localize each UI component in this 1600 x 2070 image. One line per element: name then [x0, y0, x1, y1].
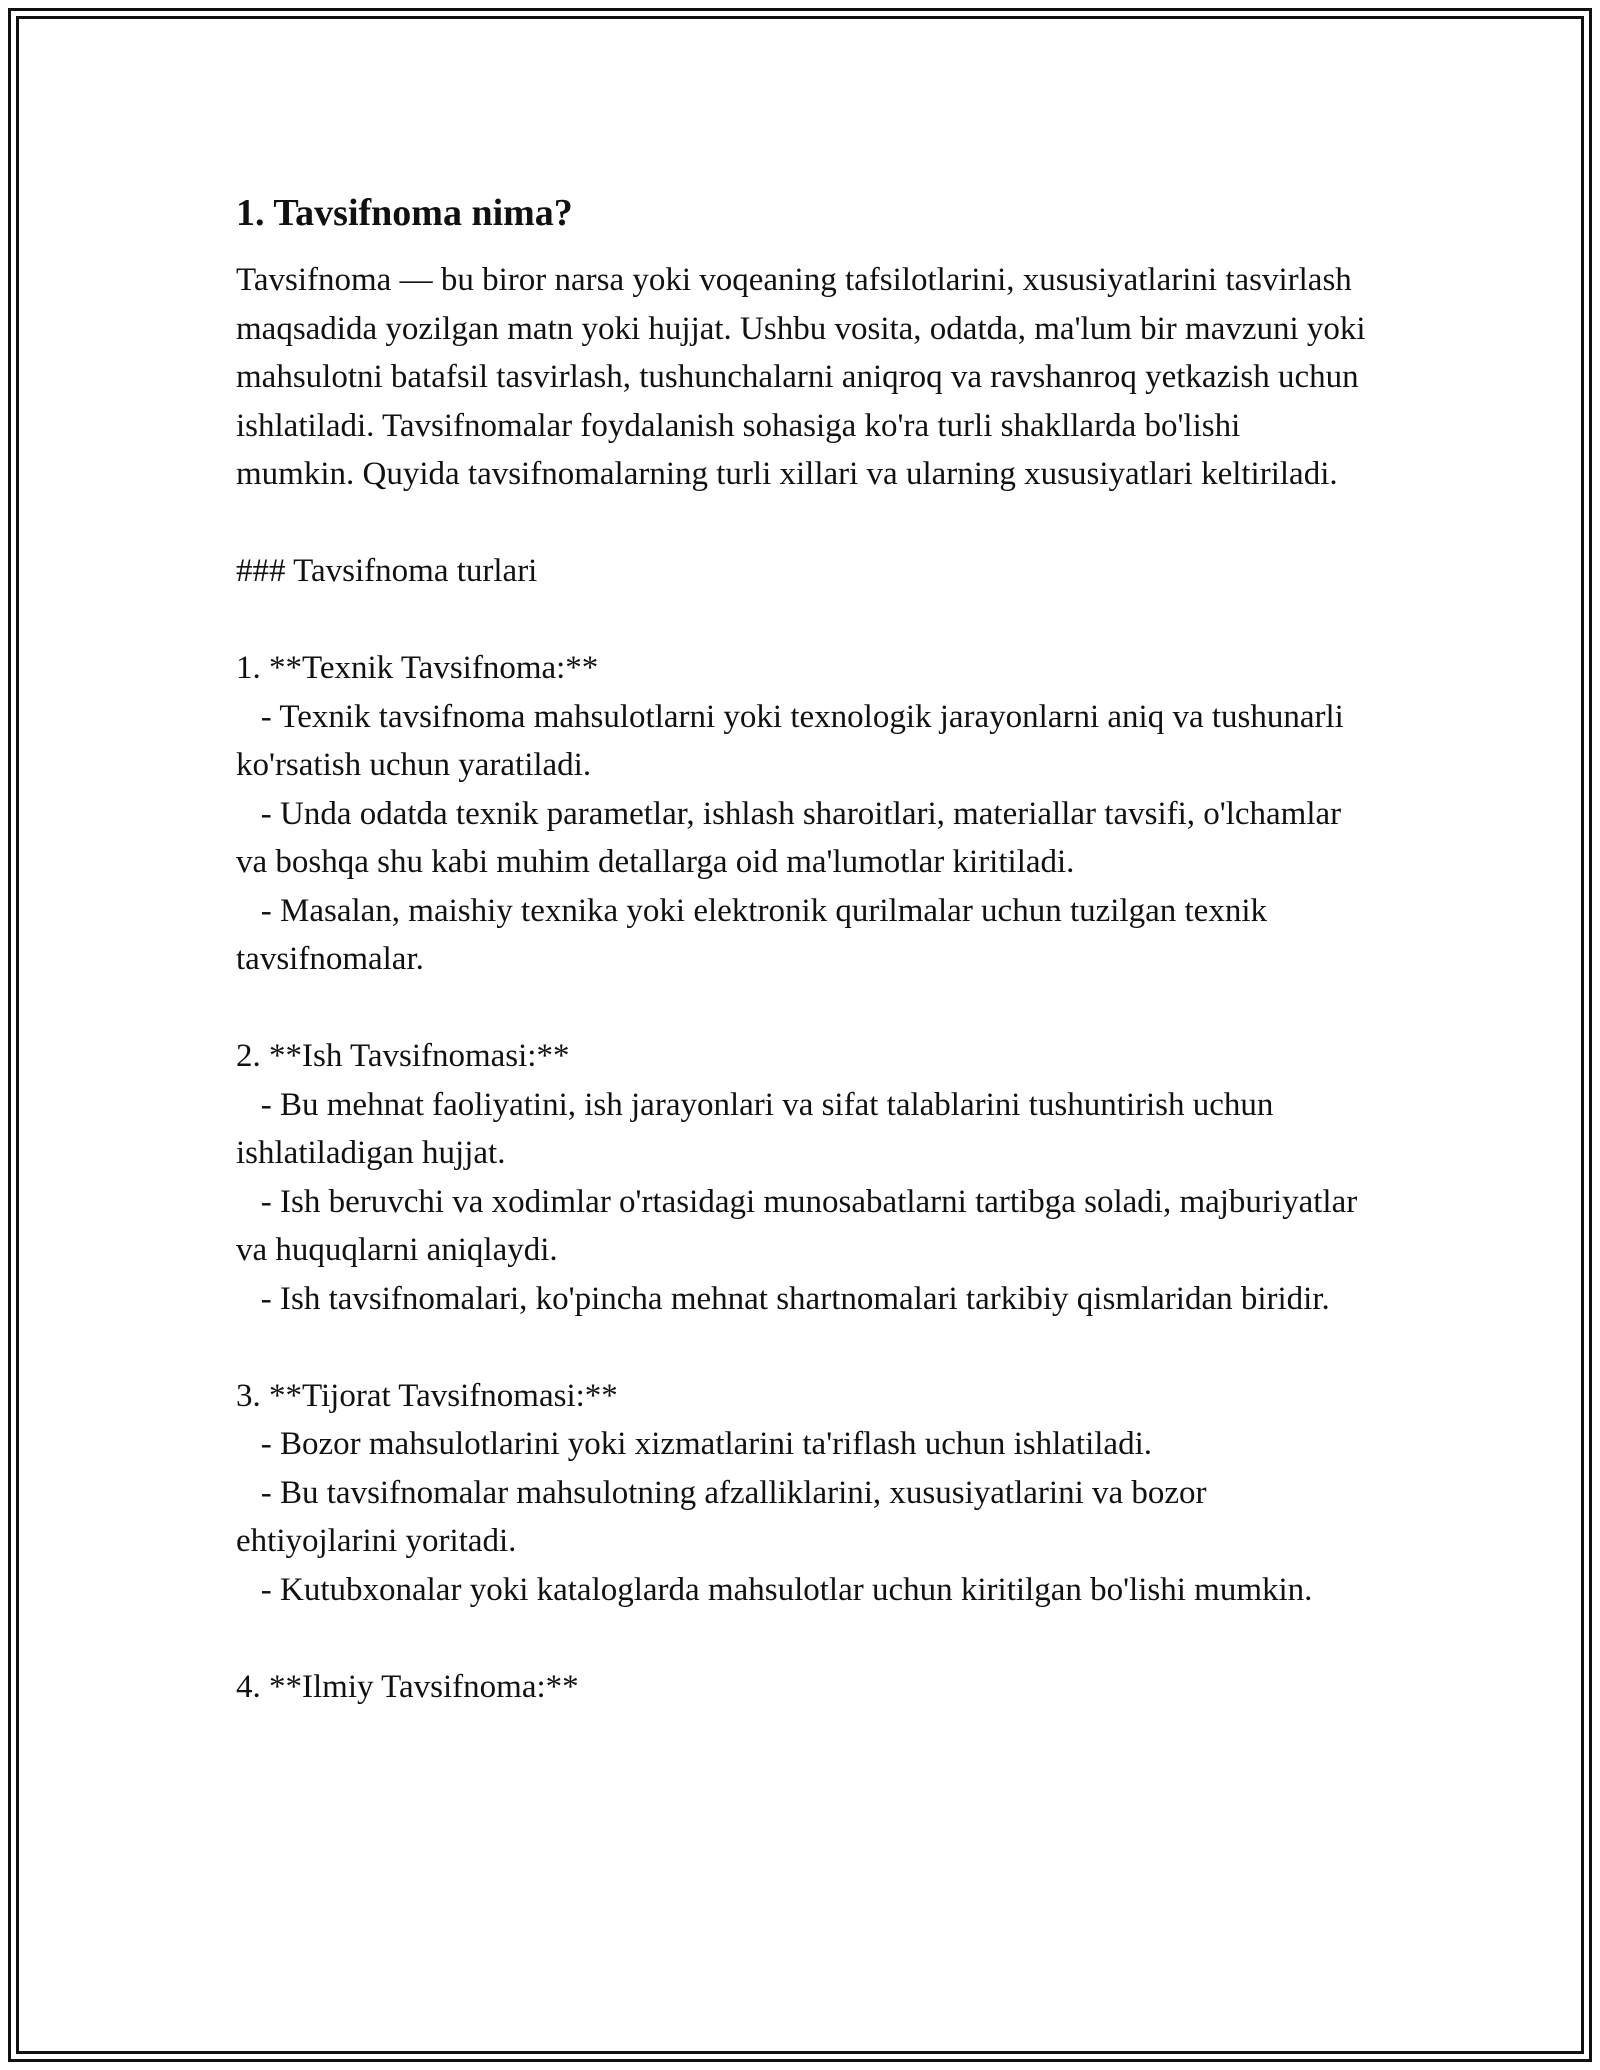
document-heading: 1. Tavsifnoma nima?	[236, 192, 573, 234]
list-item: - Masalan, maishiy texnika yoki elektronik qurilmalar uchun tuzilgan texnik tavsifnomalar.	[236, 892, 1276, 977]
list-item: - Bu mehnat faoliyatini, ish jarayonlari va sifat talablarini tushuntirish uchun ishlatiladigan hujjat.	[236, 1086, 1282, 1171]
section-title: 4. **Ilmiy Tavsifnoma:**	[236, 1668, 579, 1705]
section-commercial	[236, 1372, 1366, 1615]
list-item: - Ish tavsifnomalari, ko'pincha mehnat shartnomalari tarkibiy qismlaridan biridir.	[236, 1280, 1330, 1317]
list-item: - Unda odatda texnik parametlar, ishlash sharoitlari, materiallar tavsifi, o'lchamlar va boshqa shu kabi muhim detallarga oid ma'lumotlar kiritiladi.	[236, 795, 1350, 880]
list-item: - Bozor mahsulotlarini yoki xizmatlarini ta'riflash uchun ishlatiladi.	[236, 1426, 1152, 1462]
types-subheading: ### Tavsifnoma turlari	[236, 553, 538, 589]
section-technical	[236, 644, 1366, 984]
blank-line	[236, 499, 1366, 548]
document-body	[236, 186, 1374, 1711]
list-item: - Bu tavsifnomalar mahsulotning afzalliklarini, xususiyatlarini va bozor ehtiyojlarini yoritadi.	[236, 1474, 1215, 1559]
list-item: - Kutubxonalar yoki kataloglarda mahsulotlar uchun kiritilgan bo'lishi mumkin.	[236, 1571, 1313, 1608]
blank-line	[236, 596, 1366, 645]
section-scientific	[236, 1663, 1366, 1712]
list-item: - Texnik tavsifnoma mahsulotlarni yoki texnologik jarayonlarni aniq va tushunarli ko'rsatish uchun yaratiladi.	[236, 698, 1353, 783]
section-title: 2. **Ish Tavsifnomasi:**	[236, 1038, 570, 1074]
section-title: 3. **Tijorat Tavsifnomasi:**	[236, 1377, 618, 1414]
section-job	[236, 1032, 1366, 1323]
blank-line	[236, 1614, 1366, 1663]
list-item: - Ish beruvchi va xodimlar o'rtasidagi munosabatlarni tartibga soladi, majburiyatlar va huquqlarni aniqlaydi.	[236, 1183, 1366, 1268]
blank-line	[236, 1323, 1366, 1372]
blank-line	[236, 984, 1366, 1033]
intro-paragraph: Tavsifnoma — bu biror narsa yoki voqeaning tafsilotlarini, xususiyatlarini tasvirlash maqsadida yozilgan matn yoki hujjat. Ushbu vosita, odatda, ma'lum bir mavzuni yoki mahsulotni batafsil tasvirlash, tushunchalarni aniqroq va ravshanroq yetkazish uchun ishlatiladi. Tavsifnomalar foydalanish sohasiga ko'ra turli shakllarda bo'lishi mumkin. Quyida tavsifnomalarning turli xillari va ularning xususiyatlari keltiriladi.	[236, 262, 1374, 492]
section-title: 1. **Texnik Tavsifnoma:**	[236, 650, 599, 686]
